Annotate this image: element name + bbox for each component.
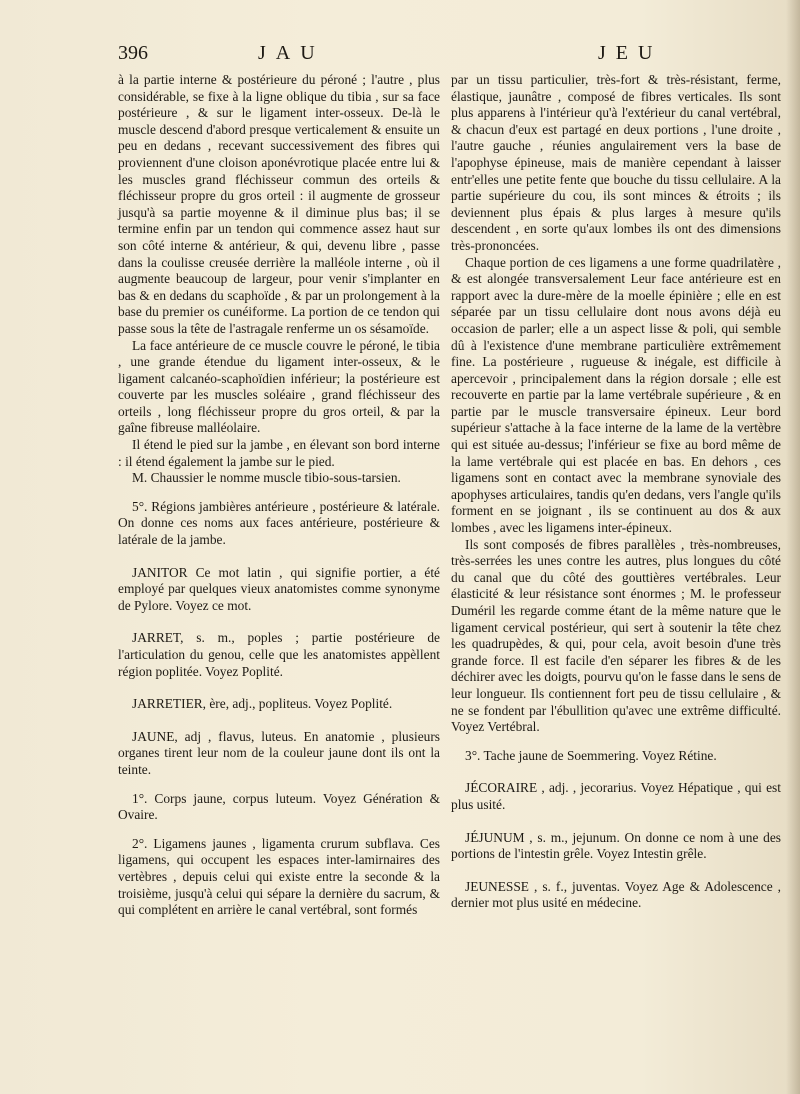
right-column <box>451 72 781 912</box>
page-number: 396 <box>118 42 148 64</box>
subentry: 1°. Corps jaune, corpus luteum. Voyez Génération & Ovaire. <box>118 790 440 823</box>
dictionary-entry: JAUNE, adj , flavus, luteus. En anatomie , plusieurs organes tirent leur nom de la couleur jaune dont ils ont la teinte. <box>118 728 440 777</box>
left-running-head: JAU <box>258 42 325 64</box>
paragraph: à la partie interne & postérieure du péroné ; l'autre , plus considérable, se fixe à la ligne oblique du tibia , sur sa face postérieure , & sur le ligament inter-osseux. De-là le muscle descend d'abord presque verticalement & ensuite un peu en dedans , recevant successivement des fibres qui proviennent d'une cloison aponévrotique placée entre lui & les muscles grand fléchisseur commun des orteils & fléchisseur propre du gros orteil : il augmente de grosseur jusqu'à sa partie moyenne & il diminue plus bas; il se termine enfin par un tendon qui commence assez haut sur son côté interne & antérieur, & qui, devenu libre , passe dans la coulisse creusée derrière la malléole interne , où il augmente beaucoup de largeur, pour venir s'implanter en bas & en dedans du scaphoïde , & par un prolongement à la base du premier os cunéiforme. La portion de ce tendon qui passe sous la tête de l'astragale renferme un os sésamoïde. <box>118 72 440 336</box>
paragraph: Il étend le pied sur la jambe , en élevant son bord interne : il étend également la jambe sur le pied. <box>118 437 440 469</box>
paragraph: par un tissu particulier, très-fort & très-résistant, ferme, élastique, jaunâtre , composé de fibres verticales. Ils sont plus apparens à l'intérieur qu'à l'extérieur du canal vertébral, & chacun d'eux est partagé en deux portions , l'une droite , l'autre gauche , réunies angulairement vers la base de l'apophyse épineuse, mais de manière cependant à laisser entr'elles une petite fente que bouche du tissu cellulaire. A la partie supérieure du cou, ils sont minces & étroits ; ils deviennent plus épais & plus larges à mesure qu'ils descendent , en sorte qu'aux lombes ils ont des dimensions très-prononcées. <box>451 72 781 253</box>
paragraph: La face antérieure de ce muscle couvre le péroné, le tibia , une grande étendue du ligament inter-osseux, & le ligament calcanéo-scaphoïdien inférieur; la postérieure est couverte par les muscles soléaire , grand fléchisseur des orteils , long fléchisseur propre du gros orteil, & par la gaîne fibreuse malléolaire. <box>118 337 440 436</box>
left-column <box>118 72 440 919</box>
running-header <box>118 40 788 70</box>
subentry: 3°. Tache jaune de Soemmering. Voyez Rétine. <box>465 747 717 763</box>
dictionary-entry: JÉCORAIRE , adj. , jecorarius. Voyez Hépatique , qui est plus usité. <box>451 780 781 812</box>
dictionary-entry: JARRETIER, ère, adj., popliteus. Voyez Poplité. <box>132 696 393 712</box>
paragraph: Ils sont composés de fibres parallèles , très-nombreuses, très-serrées les unes contre les autres, plus longues du côté du canal que du côté des gouttières vertébrales. Leur élasticité & leur résistance sont énormes ; M. le professeur Duméril les regarde comme étant de la même nature que le ligament cervical postérieur, qui sert à soutenir la tête chez les quadrupèdes, & qui, pour cela, avoit besoin d'une très grande force. Il est facile d'en séparer les fibres & de les déchirer avec les doigts, pourvu qu'on le fasse dans le sens de leur longueur. Ils contiennent fort peu de tissu cellulaire , & ne se fondent par l'ébullition qu'avec une extrême difficulté. Voyez Vertébral. <box>451 536 781 735</box>
dictionary-entry: JÉJUNUM , s. m., jejunum. On donne ce nom à une des portions de l'intestin grêle. Voyez Intestin grêle. <box>451 829 781 862</box>
page-edge-shadow <box>786 0 800 1094</box>
dictionary-entry: JARRET, s. m., poples ; partie postérieure de l'articulation du genou, celle que les anatomistes appèllent région poplitée. Voyez Poplité. <box>118 630 440 679</box>
dictionary-entry: JANITOR Ce mot latin , qui signifie portier, a été employé par quelques vieux anatomistes comme synonyme de Pylore. Voyez ce mot. <box>118 564 440 613</box>
subentry: 5°. Régions jambières antérieure , postérieure & latérale. On donne ces noms aux faces antérieure, postérieure & latérale de la jambe. <box>118 498 440 548</box>
paragraph: Chaque portion de ces ligamens a une forme quadrilatère , & est alongée transversalement Leur face antérieure est en rapport avec la dure-mère de la moelle épinière ; elle en est séparée par un tissu cellulaire dont nous avons déjà eu occasion de parler; elle a un aspect lisse & poli, qui semble dû à l'existence d'une membrane particulière extrêmement fine. La postérieure , rugueuse & inégale, est difficile à apercevoir , principalement dans la région dorsale ; elle est recouverte en partie par la lame vertébrale supérieure , & en partie par le muscle transversaire épineux. Leur bord supérieur s'attache à la face interne de la lame de la vertèbre qui est située au-dessus; l'inférieur se fixe au bord même de la lame vertébrale qui est placée en bas. En dehors , ces ligamens sont en contact avec la membrane synoviale des apophyses articulaires, tandis qu'en dedans, vers l'angle qu'ils forment en se joignant , ils se continuent au dos & aux lombes , avec les ligamens inter-épineux. <box>451 254 781 536</box>
dictionary-entry: JEUNESSE , s. f., juventas. Voyez Age & Adolescence , dernier mot plus usité en médecine. <box>451 878 781 911</box>
right-running-head: JEU <box>598 42 663 64</box>
subentry: 2°. Ligamens jaunes , ligamenta crurum subflava. Ces ligamens, qui occupent les espaces inter-lamirnaires des vertèbres , depuis celui qui existe entre la seconde & la troisième, jusqu'à celui qui sépare la dernière du sacrum, & qui complétent en arrière le canal vertébral, sont formés <box>118 835 440 918</box>
paragraph: M. Chaussier le nomme muscle tibio-sous-tarsien. <box>132 470 401 486</box>
